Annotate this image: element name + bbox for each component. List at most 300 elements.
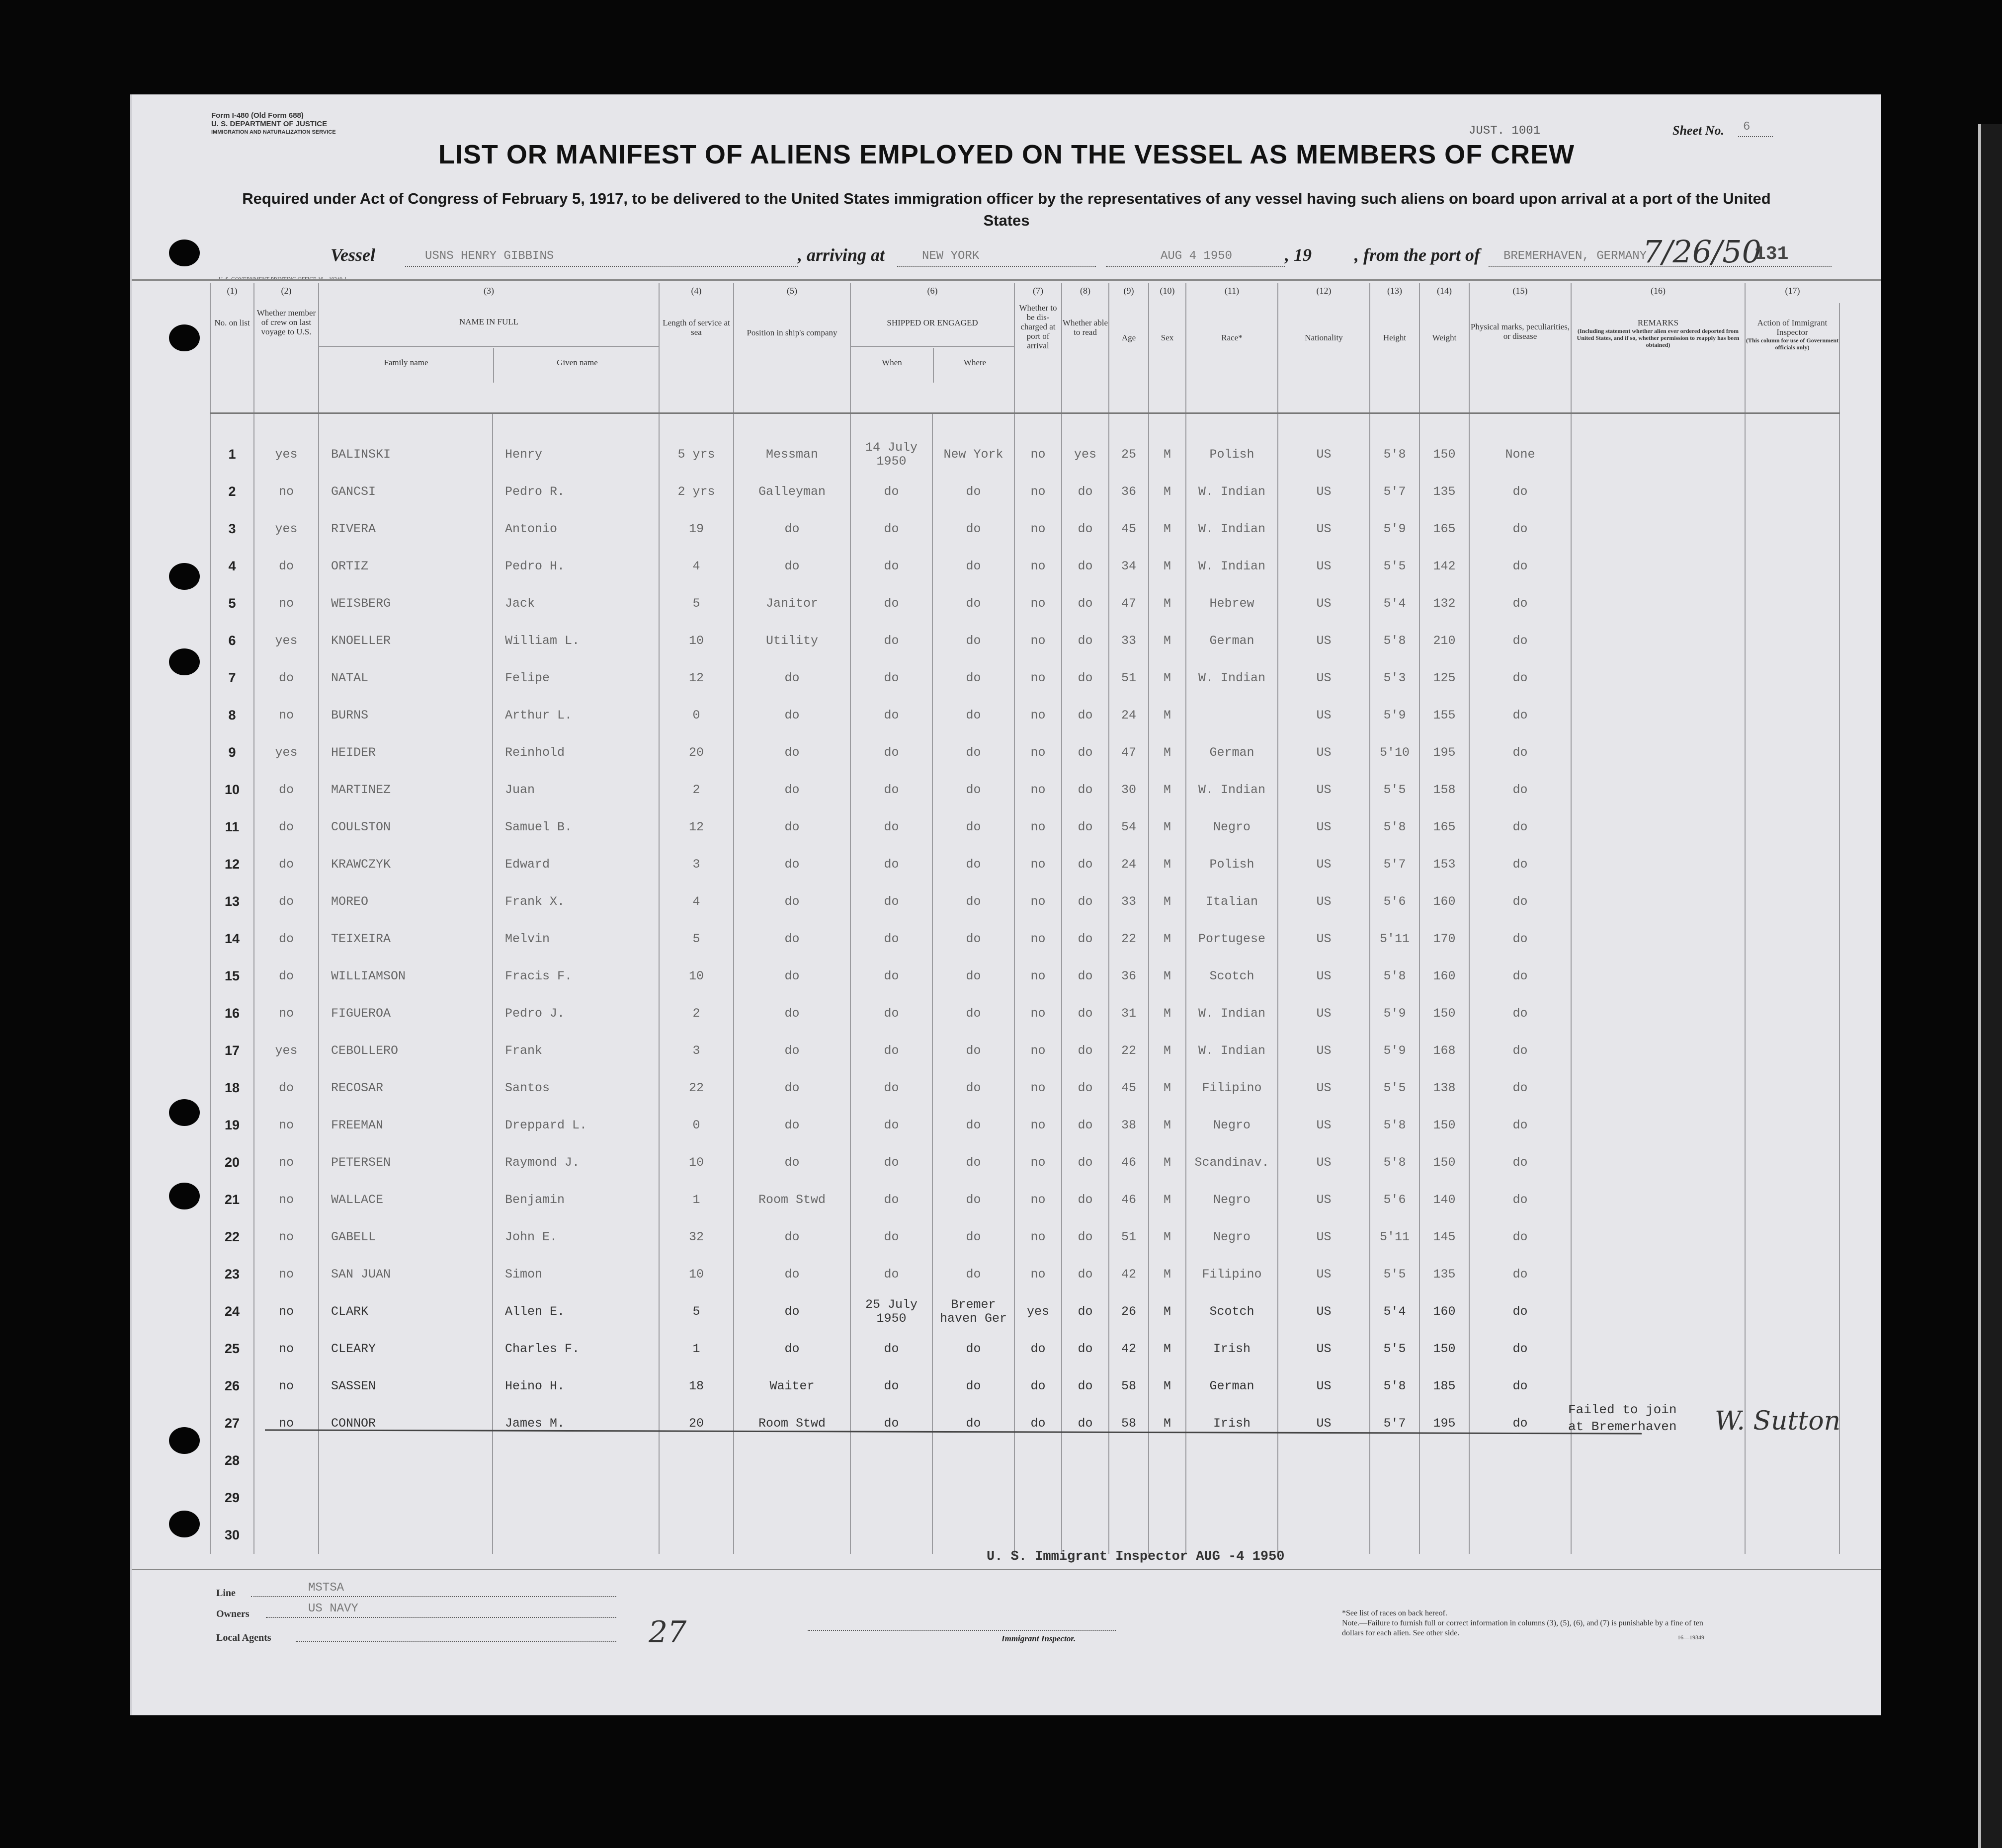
cell-physical: do — [1469, 1293, 1571, 1330]
cell-nat: US — [1278, 808, 1370, 846]
cell-physical: do — [1469, 510, 1571, 548]
cell-weight: 145 — [1419, 1218, 1469, 1256]
column-number-row — [210, 283, 1839, 303]
cell-nat: US — [1278, 436, 1370, 473]
cell-physical: do — [1469, 808, 1571, 846]
cell-weight: 150 — [1419, 1330, 1469, 1367]
table-row — [210, 1330, 1839, 1367]
cell-remarks — [1571, 548, 1745, 585]
cell-age: 36 — [1109, 473, 1149, 510]
cell-member: no — [254, 585, 319, 622]
cell-sex: M — [1149, 846, 1186, 883]
cell-member — [254, 1517, 319, 1554]
cell-remarks — [1571, 995, 1745, 1032]
cell-length: 18 — [659, 1367, 734, 1405]
cell-remarks — [1571, 808, 1745, 846]
punch-hole — [169, 1099, 200, 1126]
cell-read: do — [1062, 585, 1109, 622]
cell-disch: no — [1014, 1181, 1062, 1218]
header-discharged: Whether to be dis-charged at port of arrival — [1014, 303, 1062, 413]
cell-remarks — [1571, 436, 1745, 473]
cell-no: 11 — [210, 808, 254, 846]
cell-family: ORTIZ — [319, 548, 493, 585]
cell-remarks — [1571, 510, 1745, 548]
colnum: (7) — [1014, 283, 1062, 303]
cell-position: do — [734, 510, 850, 548]
cell-given: Juan — [493, 771, 659, 808]
cell-disch: no — [1014, 1218, 1062, 1256]
table-row — [210, 622, 1839, 659]
cell-weight: 140 — [1419, 1181, 1469, 1218]
cell-when: do — [850, 1330, 932, 1367]
cell-member: do — [254, 771, 319, 808]
cell-disch: no — [1014, 883, 1062, 920]
cell-member: no — [254, 1293, 319, 1330]
cell-where: do — [932, 1367, 1014, 1405]
cell-age: 33 — [1109, 622, 1149, 659]
cell-height: 5'9 — [1370, 1032, 1419, 1069]
cell-position: do — [734, 883, 850, 920]
cell-family: MOREO — [319, 883, 493, 920]
cell-given: James M. — [493, 1405, 659, 1442]
cell-position: Room Stwd — [734, 1181, 850, 1218]
table-row — [210, 883, 1839, 920]
column-header-row — [210, 303, 1839, 413]
cell-no: 22 — [210, 1218, 254, 1256]
cell-race: W. Indian — [1186, 1032, 1278, 1069]
cell-position: Messman — [734, 436, 850, 473]
cell-where — [932, 1479, 1014, 1517]
cell-physical: do — [1469, 995, 1571, 1032]
cell-physical: do — [1469, 1367, 1571, 1405]
cell-nat: US — [1278, 734, 1370, 771]
cell-sex: M — [1149, 958, 1186, 995]
cell-weight: 132 — [1419, 585, 1469, 622]
from-port: BREMERHAVEN, GERMANY — [1503, 249, 1647, 263]
cell-family: GABELL — [319, 1218, 493, 1256]
cell-position: Galleyman — [734, 473, 850, 510]
vessel-name: USNS HENRY GIBBINS — [425, 249, 554, 263]
cell-physical: do — [1469, 1069, 1571, 1107]
table-row — [210, 510, 1839, 548]
cell-disch: no — [1014, 734, 1062, 771]
cell-member: do — [254, 846, 319, 883]
cell-action — [1745, 1181, 1839, 1218]
cell-when: do — [850, 659, 932, 697]
cell-length: 1 — [659, 1330, 734, 1367]
year-label: , 19 — [1285, 245, 1312, 265]
cell-given — [493, 1442, 659, 1479]
cell-height: 5'9 — [1370, 995, 1419, 1032]
cell-remarks — [1571, 883, 1745, 920]
cell-nat: US — [1278, 1218, 1370, 1256]
cell-where: do — [932, 1144, 1014, 1181]
cell-length: 5 — [659, 585, 734, 622]
cell-remarks — [1571, 1256, 1745, 1293]
cell-when: do — [850, 920, 932, 958]
cell-no: 9 — [210, 734, 254, 771]
cell-height: 5'8 — [1370, 1107, 1419, 1144]
cell-member: do — [254, 920, 319, 958]
cell-length — [659, 1442, 734, 1479]
manifest-page — [130, 94, 1881, 1715]
cell-family: CEBOLLERO — [319, 1032, 493, 1069]
cell-member: yes — [254, 510, 319, 548]
cell-age: 47 — [1109, 734, 1149, 771]
cell-where: do — [932, 1107, 1014, 1144]
table-row — [210, 473, 1839, 510]
cell-race: W. Indian — [1186, 771, 1278, 808]
cell-read — [1062, 1517, 1109, 1554]
cell-length: 10 — [659, 958, 734, 995]
cell-length: 3 — [659, 1032, 734, 1069]
cell-nat: US — [1278, 1107, 1370, 1144]
table-row — [210, 1069, 1839, 1107]
cell-length: 4 — [659, 883, 734, 920]
cell-sex: M — [1149, 1069, 1186, 1107]
cell-weight: 135 — [1419, 473, 1469, 510]
cell-weight: 150 — [1419, 1107, 1469, 1144]
cell-action — [1745, 883, 1839, 920]
cell-action — [1745, 1069, 1839, 1107]
header-weight: Weight — [1419, 303, 1469, 413]
cell-given: Pedro R. — [493, 473, 659, 510]
cell-sex: M — [1149, 697, 1186, 734]
cell-given: Benjamin — [493, 1181, 659, 1218]
cell-physical: do — [1469, 548, 1571, 585]
header-action — [1745, 303, 1839, 413]
header-race: Race* — [1186, 303, 1278, 413]
header-member: Whether member of crew on last voyage to U.S. — [254, 303, 319, 413]
cell-weight — [1419, 1517, 1469, 1554]
cell-disch: no — [1014, 808, 1062, 846]
manifest-title: LIST OR MANIFEST OF ALIENS EMPLOYED ON THE VESSEL AS MEMBERS OF CREW — [438, 140, 1575, 169]
cell-where: do — [932, 846, 1014, 883]
cell-physical: do — [1469, 697, 1571, 734]
cell-position: Janitor — [734, 585, 850, 622]
cell-weight: 185 — [1419, 1367, 1469, 1405]
cell-nat: US — [1278, 1144, 1370, 1181]
cell-action — [1745, 548, 1839, 585]
arriving-label: , arriving at — [798, 245, 885, 265]
cell-position: do — [734, 771, 850, 808]
header-action-title: Action of Immigrant Inspector — [1757, 318, 1828, 337]
cell-position: do — [734, 920, 850, 958]
cell-no: 14 — [210, 920, 254, 958]
cell-remarks — [1571, 1517, 1745, 1554]
cell-position: do — [734, 1069, 850, 1107]
cell-given: Reinhold — [493, 734, 659, 771]
cell-race: W. Indian — [1186, 995, 1278, 1032]
cell-no: 16 — [210, 995, 254, 1032]
cell-no: 30 — [210, 1517, 254, 1554]
cell-where: do — [932, 995, 1014, 1032]
cell-disch: do — [1014, 1405, 1062, 1442]
cell-disch: no — [1014, 846, 1062, 883]
cell-read: do — [1062, 1181, 1109, 1218]
cell-weight: 160 — [1419, 883, 1469, 920]
cell-sex: M — [1149, 734, 1186, 771]
cell-sex: M — [1149, 1405, 1186, 1442]
cell-action — [1745, 622, 1839, 659]
cell-where: do — [932, 1405, 1014, 1442]
cell-disch: no — [1014, 1069, 1062, 1107]
table-row — [210, 697, 1839, 734]
form-code: JUST. 1001 — [1469, 124, 1541, 138]
cell-family: MARTINEZ — [319, 771, 493, 808]
cell-read: do — [1062, 510, 1109, 548]
cell-action — [1745, 995, 1839, 1032]
cell-given: Frank X. — [493, 883, 659, 920]
cell-given: Frank — [493, 1032, 659, 1069]
cell-sex: M — [1149, 808, 1186, 846]
cell-remarks — [1571, 1330, 1745, 1367]
cell-action — [1745, 1517, 1839, 1554]
sheet-number: 6 — [1743, 120, 1751, 134]
cell-position: Waiter — [734, 1367, 850, 1405]
cell-read: do — [1062, 734, 1109, 771]
cell-family: WALLACE — [319, 1181, 493, 1218]
cell-physical: None — [1469, 436, 1571, 473]
cell-length: 19 — [659, 510, 734, 548]
cell-given: Dreppard L. — [493, 1107, 659, 1144]
cell-given: Raymond J. — [493, 1144, 659, 1181]
cell-member — [254, 1479, 319, 1517]
cell-no: 20 — [210, 1144, 254, 1181]
cell-member: yes — [254, 1032, 319, 1069]
colnum: (17) — [1745, 283, 1839, 303]
cell-no: 1 — [210, 436, 254, 473]
cell-position: do — [734, 697, 850, 734]
cell-when: do — [850, 1107, 932, 1144]
cell-when: do — [850, 510, 932, 548]
cell-weight: 210 — [1419, 622, 1469, 659]
cell-length: 12 — [659, 808, 734, 846]
cell-given: Felipe — [493, 659, 659, 697]
cell-no: 27 — [210, 1405, 254, 1442]
cell-nat: US — [1278, 1069, 1370, 1107]
cell-height: 5'5 — [1370, 1069, 1419, 1107]
cell-race — [1186, 1479, 1278, 1517]
cell-member: no — [254, 1181, 319, 1218]
cell-given: Antonio — [493, 510, 659, 548]
cell-where: Bremer haven Ger — [932, 1293, 1014, 1330]
cell-given — [493, 1517, 659, 1554]
cell-height: 5'5 — [1370, 1330, 1419, 1367]
cell-position: do — [734, 808, 850, 846]
cell-height: 5'8 — [1370, 1367, 1419, 1405]
cell-age: 30 — [1109, 771, 1149, 808]
table-row — [210, 1367, 1839, 1405]
cell-when: do — [850, 1069, 932, 1107]
cell-nat: US — [1278, 1256, 1370, 1293]
cell-remarks — [1571, 958, 1745, 995]
cell-height — [1370, 1442, 1419, 1479]
cell-given: Pedro H. — [493, 548, 659, 585]
cell-disch: no — [1014, 958, 1062, 995]
cell-race: Italian — [1186, 883, 1278, 920]
cell-when — [850, 1517, 932, 1554]
header-remarks-note: (Including statement whether alien ever ordered deported from United States, and if so, whether permission to reapply has been obtained) — [1577, 327, 1740, 348]
cell-where: do — [932, 1181, 1014, 1218]
cell-read: yes — [1062, 436, 1109, 473]
cell-read: do — [1062, 622, 1109, 659]
cell-when: do — [850, 622, 932, 659]
cell-sex: M — [1149, 1181, 1186, 1218]
cell-member: no — [254, 1218, 319, 1256]
cell-race: Irish — [1186, 1330, 1278, 1367]
cell-physical: do — [1469, 883, 1571, 920]
cell-nat: US — [1278, 1367, 1370, 1405]
cell-remarks — [1571, 1367, 1745, 1405]
table-row — [210, 1218, 1839, 1256]
cell-read: do — [1062, 771, 1109, 808]
cell-no: 12 — [210, 846, 254, 883]
cell-weight: 165 — [1419, 808, 1469, 846]
cell-disch — [1014, 1442, 1062, 1479]
cell-where: do — [932, 659, 1014, 697]
cell-length: 5 — [659, 920, 734, 958]
cell-when: do — [850, 995, 932, 1032]
cell-age: 54 — [1109, 808, 1149, 846]
cell-sex: M — [1149, 1330, 1186, 1367]
department: U. S. DEPARTMENT OF JUSTICE — [211, 120, 328, 128]
cell-length: 22 — [659, 1069, 734, 1107]
cell-race: Filipino — [1186, 1069, 1278, 1107]
cell-read: do — [1062, 697, 1109, 734]
cell-length — [659, 1479, 734, 1517]
cell-nat: US — [1278, 1032, 1370, 1069]
cell-position: do — [734, 548, 850, 585]
cell-age: 46 — [1109, 1144, 1149, 1181]
cell-height — [1370, 1479, 1419, 1517]
cell-action — [1745, 436, 1839, 473]
cell-physical: do — [1469, 920, 1571, 958]
adjacent-page-edge — [1978, 124, 2002, 1848]
table-row — [210, 436, 1839, 473]
cell-height: 5'9 — [1370, 697, 1419, 734]
cell-age — [1109, 1517, 1149, 1554]
cell-height: 5'7 — [1370, 1405, 1419, 1442]
cell-family — [319, 1517, 493, 1554]
cell-physical: do — [1469, 734, 1571, 771]
cell-position: do — [734, 1293, 850, 1330]
cell-action — [1745, 1107, 1839, 1144]
cell-family: TEIXEIRA — [319, 920, 493, 958]
cell-weight: 150 — [1419, 436, 1469, 473]
cell-given: Allen E. — [493, 1293, 659, 1330]
cell-race: W. Indian — [1186, 473, 1278, 510]
cell-race: W. Indian — [1186, 548, 1278, 585]
cell-no: 5 — [210, 585, 254, 622]
cell-position — [734, 1479, 850, 1517]
table-row — [210, 548, 1839, 585]
cell-remarks — [1571, 622, 1745, 659]
cell-where: do — [932, 958, 1014, 995]
cell-given: Simon — [493, 1256, 659, 1293]
cell-read: do — [1062, 1069, 1109, 1107]
cell-disch: no — [1014, 473, 1062, 510]
table-row — [210, 734, 1839, 771]
cell-height: 5'8 — [1370, 958, 1419, 995]
cell-no: 2 — [210, 473, 254, 510]
cell-sex: M — [1149, 585, 1186, 622]
arriving-line — [897, 266, 1096, 267]
cell-age: 24 — [1109, 697, 1149, 734]
cell-no: 15 — [210, 958, 254, 995]
cell-action — [1745, 920, 1839, 958]
cell-remarks — [1571, 473, 1745, 510]
cell-race: Scotch — [1186, 958, 1278, 995]
colnum: (15) — [1469, 283, 1571, 303]
sheet-number-line — [1738, 136, 1773, 137]
cell-physical: do — [1469, 585, 1571, 622]
cell-family: FIGUEROA — [319, 995, 493, 1032]
header-shipped-engaged: SHIPPED OR ENGAGED — [887, 318, 978, 327]
cell-sex: M — [1149, 473, 1186, 510]
cell-member: do — [254, 883, 319, 920]
cell-read — [1062, 1479, 1109, 1517]
cell-sex: M — [1149, 1218, 1186, 1256]
cell-sex: M — [1149, 920, 1186, 958]
cell-sex — [1149, 1479, 1186, 1517]
cell-read: do — [1062, 808, 1109, 846]
cell-length: 12 — [659, 659, 734, 697]
cell-read: do — [1062, 1330, 1109, 1367]
agents-label: Local Agents — [216, 1632, 271, 1643]
cell-no: 10 — [210, 771, 254, 808]
cell-age: 46 — [1109, 1181, 1149, 1218]
cell-physical: do — [1469, 1181, 1571, 1218]
cell-race — [1186, 1517, 1278, 1554]
cell-where: do — [932, 1069, 1014, 1107]
punch-hole — [169, 648, 200, 675]
cell-when: do — [850, 1218, 932, 1256]
cell-family — [319, 1442, 493, 1479]
cell-race: Hebrew — [1186, 585, 1278, 622]
colnum: (14) — [1419, 283, 1469, 303]
form-mark: 16—19349 — [1677, 1634, 1704, 1641]
cell-member: no — [254, 1367, 319, 1405]
note-races: *See list of races on back hereof. — [1342, 1609, 1447, 1617]
cell-disch: no — [1014, 697, 1062, 734]
table-row — [210, 1479, 1839, 1517]
cell-length: 5 yrs — [659, 436, 734, 473]
cell-action — [1745, 771, 1839, 808]
cell-weight: 165 — [1419, 510, 1469, 548]
cell-age: 45 — [1109, 1069, 1149, 1107]
cell-action — [1745, 1144, 1839, 1181]
table-row — [210, 771, 1839, 808]
cell-where: do — [932, 1218, 1014, 1256]
cell-position: do — [734, 1330, 850, 1367]
cell-disch: no — [1014, 622, 1062, 659]
header-age: Age — [1109, 303, 1149, 413]
colnum: (10) — [1149, 283, 1186, 303]
cell-remarks — [1571, 1442, 1745, 1479]
cell-no: 23 — [210, 1256, 254, 1293]
date-line — [1106, 266, 1285, 267]
cell-read: do — [1062, 1367, 1109, 1405]
cell-sex: M — [1149, 622, 1186, 659]
cell-length: 20 — [659, 734, 734, 771]
cell-family: RECOSAR — [319, 1069, 493, 1107]
cell-age: 26 — [1109, 1293, 1149, 1330]
cell-disch: yes — [1014, 1293, 1062, 1330]
cell-when: 25 July 1950 — [850, 1293, 932, 1330]
cell-height: 5'7 — [1370, 473, 1419, 510]
cell-age: 58 — [1109, 1367, 1149, 1405]
